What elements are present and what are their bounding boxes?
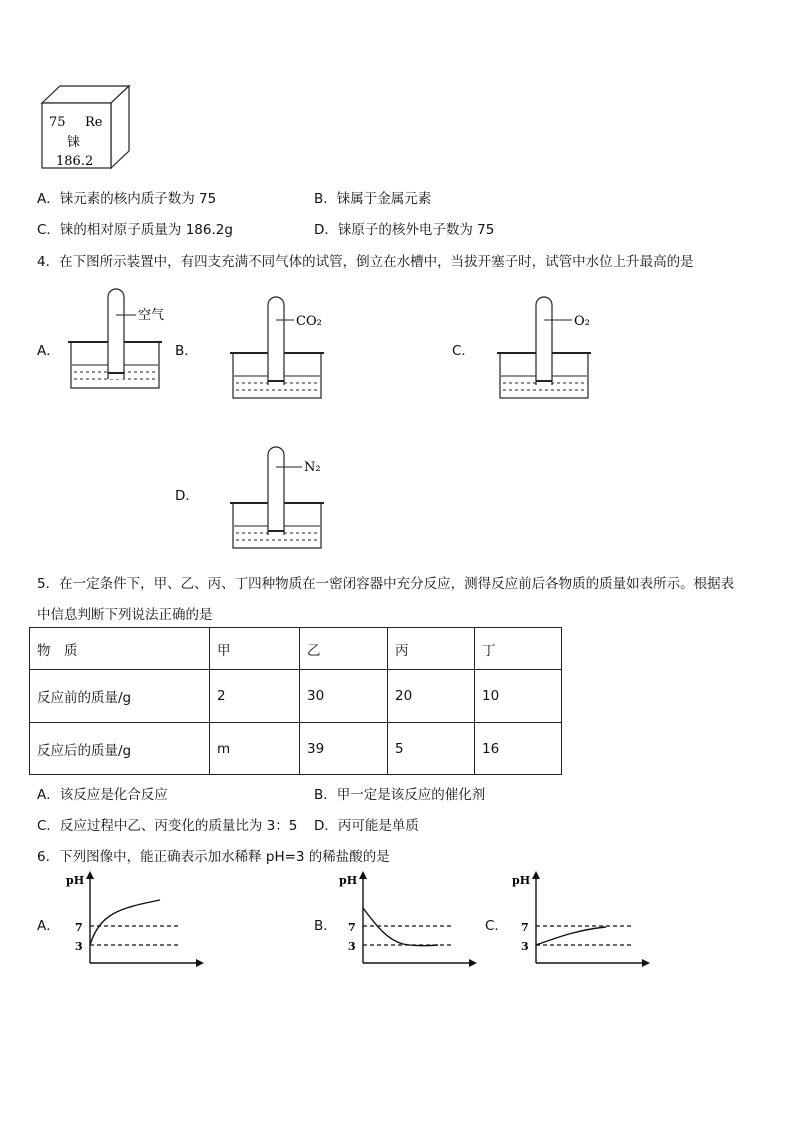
q4-apparatus-c (497, 293, 612, 403)
table-cell: 反应后的质量/g (30, 723, 210, 775)
element-number: 75 (49, 115, 66, 130)
table-header: 丁 (475, 628, 562, 670)
element-symbol: Re (85, 115, 103, 130)
gas-label-air: 空气 (138, 308, 165, 323)
q5-option-c: C．反应过程中乙、丙变化的质量比为 3：5 (37, 818, 298, 834)
element-cube-figure (40, 85, 132, 173)
q4-stem: 4．在下图所示装置中，有四支充满不同气体的试管，倒立在水槽中，当拔开塞子时，试管中水位上升最高的是 (37, 254, 694, 270)
table-cell: 20 (388, 670, 475, 723)
table-cell: 反应前的质量/g (30, 670, 210, 723)
table-cell: 39 (300, 723, 388, 775)
q4-label-d: D． (175, 488, 199, 504)
q6-stem: 6．下列图像中，能正确表示加水稀释 pH=3 的稀盐酸的是 (37, 849, 390, 865)
table-cell: 10 (475, 670, 562, 723)
q5-option-d: D．丙可能是单质 (314, 818, 419, 834)
q5-option-b: B．甲一定是该反应的催化剂 (314, 787, 486, 803)
q6-graph-a (60, 868, 210, 970)
table-cell: m (210, 723, 300, 775)
q3-option-c: C．铼的相对原子质量为 186.2g (37, 222, 233, 238)
q4-label-a: A． (37, 343, 60, 359)
table-header: 乙 (300, 628, 388, 670)
q6-label-b: B． (314, 918, 337, 934)
svg-text:7: 7 (521, 921, 529, 934)
q4-label-c: C． (452, 343, 475, 359)
q6-graph-c (506, 868, 656, 970)
table-header: 甲 (210, 628, 300, 670)
table-header: 物 质 (30, 628, 210, 670)
table-header: 丙 (388, 628, 475, 670)
svg-text:3: 3 (75, 940, 83, 953)
q4-apparatus-a (68, 285, 183, 390)
svg-text:3: 3 (348, 940, 356, 953)
table-cell: 30 (300, 670, 388, 723)
mass-table (29, 627, 562, 775)
gas-label-o2: O₂ (574, 314, 590, 329)
svg-text:3: 3 (521, 940, 529, 953)
q4-label-b: B． (175, 343, 198, 359)
gas-label-n2: N₂ (304, 460, 321, 475)
element-name: 铼 (67, 135, 81, 150)
element-mass: 186.2 (56, 154, 94, 169)
table-cell: 16 (475, 723, 562, 775)
table-cell: 2 (210, 670, 300, 723)
table-cell: 5 (388, 723, 475, 775)
svg-text:pH: pH (66, 874, 85, 887)
q3-option-d: D．铼原子的核外电子数为 75 (314, 222, 495, 238)
svg-text:7: 7 (348, 921, 356, 934)
q5-option-a: A．该反应是化合反应 (37, 787, 168, 803)
q6-graph-b (333, 868, 483, 970)
q3-option-a: A．铼元素的核内质子数为 75 (37, 191, 217, 207)
q6-label-c: C． (485, 918, 508, 934)
q5-stem-line2: 中信息判断下列说法正确的是 (37, 607, 213, 623)
svg-text:pH: pH (512, 874, 531, 887)
gas-label-co2: CO₂ (296, 314, 322, 329)
q5-stem-line1: 5．在一定条件下，甲、乙、丙、丁四种物质在一密闭容器中充分反应，测得反应前后各物质的质量如表所示。根据表 (37, 576, 735, 592)
svg-text:7: 7 (75, 921, 83, 934)
svg-text:pH: pH (339, 874, 358, 887)
q3-option-b: B．铼属于金属元素 (314, 191, 432, 207)
q4-apparatus-b (230, 293, 345, 403)
q6-label-a: A． (37, 918, 60, 934)
q4-apparatus-d (230, 443, 345, 553)
